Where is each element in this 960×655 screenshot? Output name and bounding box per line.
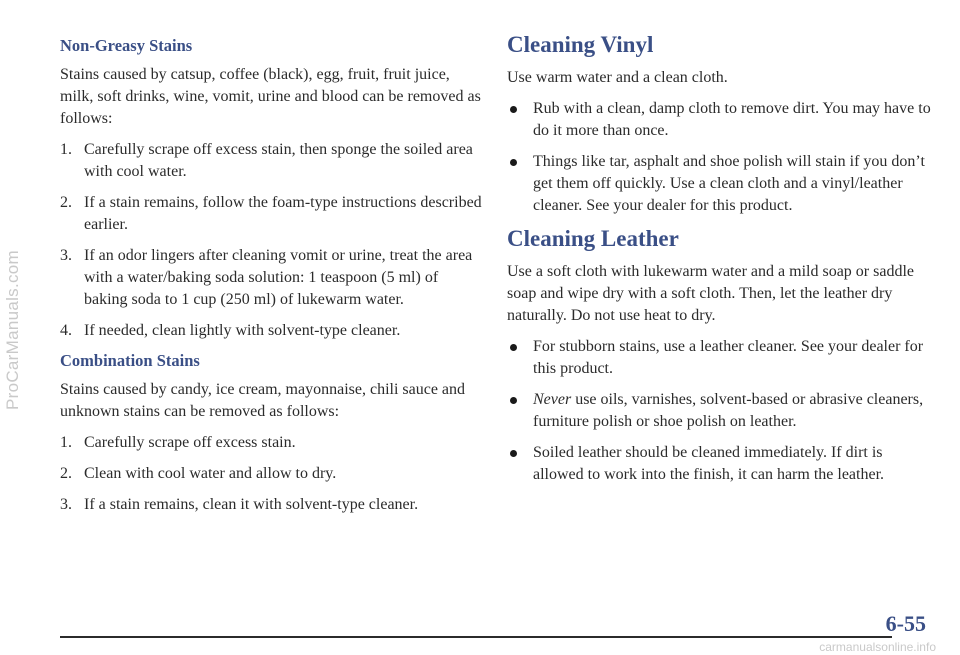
bullet-item: [507, 442, 932, 486]
side-watermark-text: ProCarManuals.com: [3, 249, 22, 411]
step-text: If an odor lingers after cleaning vomit or urine, treat the area with a water/baking soda solution: 1 teaspoon (5 ml) of baking soda to 1 cup (250 ml) of lukewarm water.: [84, 247, 473, 308]
combination-intro: Stains caused by candy, ice cream, mayonnaise, chili sauce and unknown stains can be removed as follows:: [60, 381, 466, 420]
step-number: 1.: [60, 141, 72, 158]
cleaning-leather-heading: Cleaning Leather: [507, 226, 679, 251]
bullet-item: [507, 336, 932, 380]
step-text: Carefully scrape off excess stain, then sponge the soiled area with cool water.: [84, 141, 473, 180]
combination-stains-heading: Combination Stains: [60, 351, 200, 370]
page-number: 6-55: [885, 611, 926, 636]
left-column: [60, 30, 485, 525]
bullet-text: For stubborn stains, use a leather cleaner. See your dealer for this product.: [533, 338, 924, 377]
non-greasy-steps: [60, 139, 485, 342]
step-number: 4.: [60, 322, 72, 339]
step-item: [60, 463, 485, 485]
bullet-icon: [510, 397, 517, 404]
bullet-text: Soiled leather should be cleaned immediately. If dirt is allowed to work into the finish, it can harm the leather.: [533, 444, 885, 483]
bullet-text: Rub with a clean, damp cloth to remove dirt. You may have to do it more than once.: [533, 100, 931, 139]
non-greasy-stains-heading: Non-Greasy Stains: [60, 36, 193, 55]
bullet-icon: [510, 106, 517, 113]
step-item: [60, 432, 485, 454]
cleaning-vinyl-heading: Cleaning Vinyl: [507, 32, 654, 57]
leather-intro: Use a soft cloth with lukewarm water and a mild soap or saddle soap and wipe dry with a soft cloth. Then, let the leather dry naturally. Do not use heat to dry.: [507, 263, 914, 324]
step-text: Carefully scrape off excess stain.: [84, 434, 296, 451]
step-number: 2.: [60, 465, 72, 482]
emphasis-never: Never: [533, 391, 572, 408]
step-number: 3.: [60, 496, 72, 513]
right-column: [507, 30, 932, 495]
step-item: [60, 245, 485, 311]
bullet-icon: [510, 344, 517, 351]
vinyl-intro: Use warm water and a clean cloth.: [507, 69, 728, 86]
step-text: If a stain remains, follow the foam-type instructions described earlier.: [84, 194, 482, 233]
step-text: If a stain remains, clean it with solvent-type cleaner.: [84, 496, 419, 513]
bullet-item: [507, 389, 932, 433]
step-number: 1.: [60, 434, 72, 451]
bullet-item: [507, 151, 932, 217]
non-greasy-intro: Stains caused by catsup, coffee (black), egg, fruit, fruit juice, milk, soft drinks, wine, vomit, urine and blood can be removed as follows:: [60, 66, 481, 127]
bullet-text: Things like tar, asphalt and shoe polish will stain if you don’t get them off quickly. Use a clean cloth and a vinyl/leather cleaner. See your dealer for this product.: [533, 153, 925, 214]
leather-bullets: [507, 336, 932, 486]
side-watermark: [2, 140, 24, 520]
step-item: [60, 192, 485, 236]
step-item: [60, 494, 485, 516]
step-item: [60, 139, 485, 183]
step-number: 3.: [60, 247, 72, 264]
bullet-icon: [510, 450, 517, 457]
combination-steps: [60, 432, 485, 516]
vinyl-bullets: [507, 98, 932, 217]
step-text: Clean with cool water and allow to dry.: [84, 465, 337, 482]
step-number: 2.: [60, 194, 72, 211]
step-text: If needed, clean lightly with solvent-type cleaner.: [84, 322, 401, 339]
bullet-icon: [510, 159, 517, 166]
bottom-watermark: carmanualsonline.info: [819, 640, 936, 654]
bullet-item: [507, 98, 932, 142]
step-item: [60, 320, 485, 342]
bullet-text: use oils, varnishes, solvent-based or abrasive cleaners, furniture polish or shoe polish on leather.: [533, 391, 924, 430]
footer-divider: [60, 636, 892, 638]
